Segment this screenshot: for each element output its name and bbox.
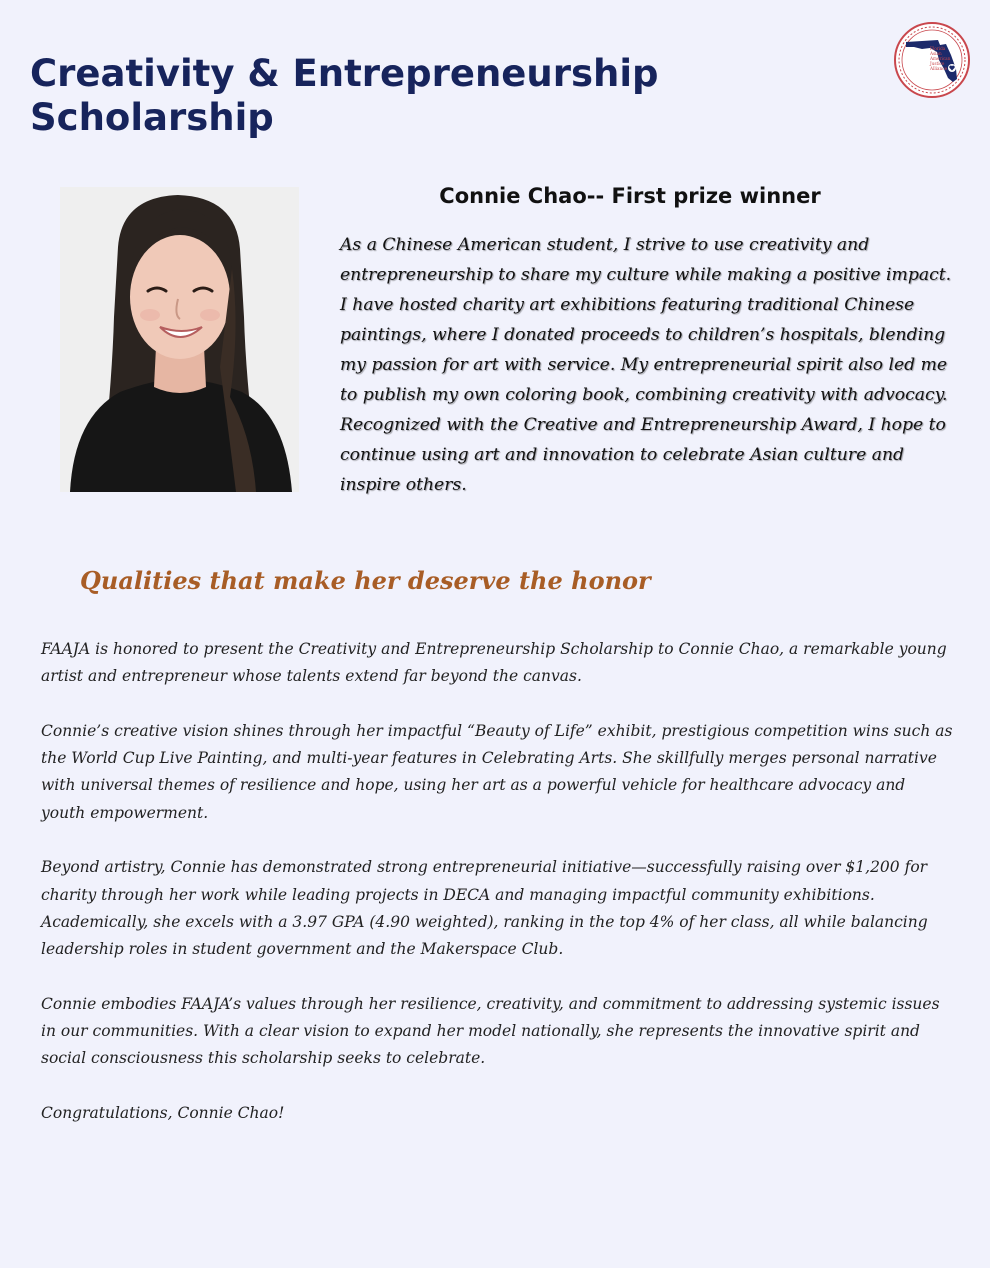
logo-text-5: Alliance bbox=[930, 66, 948, 71]
logo-text-1: Florida bbox=[930, 46, 946, 51]
winner-statement: As a Chinese American student, I strive to use creativity and entrepreneurship to share my culture while making a positive impact. I have hosted charity art exhibitions featuring traditional Chinese paintings, where I donated proceeds to children’s hospitals, blending my passion for art with service. My entrepreneurial spirit also led me to publish my own coloring book, combining creativity with advocacy. Recognized with the Creative and Entrepreneurship Award, I hope to continue using art and innovation to celebrate Asian culture and inspire others. bbox=[340, 235, 952, 495]
congratulations-line: Congratulations, Connie Chao! bbox=[41, 1104, 285, 1123]
qualities-heading: Qualities that make her deserve the honor bbox=[80, 566, 651, 595]
winner-heading: Connie Chao-- First prize winner bbox=[439, 184, 821, 208]
body-paragraph-4: Connie embodies FAAJA’s values through her resilience, creativity, and commitment to addressing systemic issues in our communities. With a clear vision to expand her model nationally, she represents the innovative spirit and social consciousness this scholarship seeks to celebrate. bbox=[41, 994, 940, 1068]
florida-map-logo-icon bbox=[894, 22, 970, 98]
body-paragraph-1: FAAJA is honored to present the Creativity and Entrepreneurship Scholarship to Connie Chao, a remarkable young artist and entrepreneur whose talents extend far beyond the canvas. bbox=[41, 640, 947, 686]
faaja-logo bbox=[894, 22, 970, 98]
winner-photo bbox=[60, 187, 299, 492]
logo-text-2: Asian bbox=[930, 51, 942, 56]
body-paragraph-3: Beyond artistry, Connie has demonstrated strong entrepreneurial initiative—successfully raising over $1,200 for charity through her work while leading projects in DECA and managing impactful community exhibitions. Academically, she excels with a 3.97 GPA (4.90 weighted), ranking in the top 4% of her class, all while balancing leadership roles in student government and the Makerspace Club. bbox=[41, 858, 928, 959]
page-title: Creativity & Entrepreneurship Scholarship bbox=[30, 52, 659, 139]
logo-text-4: Justice bbox=[930, 61, 945, 66]
qualities-body bbox=[41, 636, 953, 1155]
portrait-photo bbox=[60, 187, 299, 492]
body-paragraph-2: Connie’s creative vision shines through her impactful “Beauty of Life” exhibit, prestigious competition wins such as the World Cup Live Painting, and multi-year features in Celebrating Arts. She skillfully merges personal narrative with universal themes of resilience and hope, using her art as a powerful vehicle for healthcare advocacy and youth empowerment. bbox=[41, 721, 953, 822]
logo-text-3: American bbox=[930, 56, 951, 61]
